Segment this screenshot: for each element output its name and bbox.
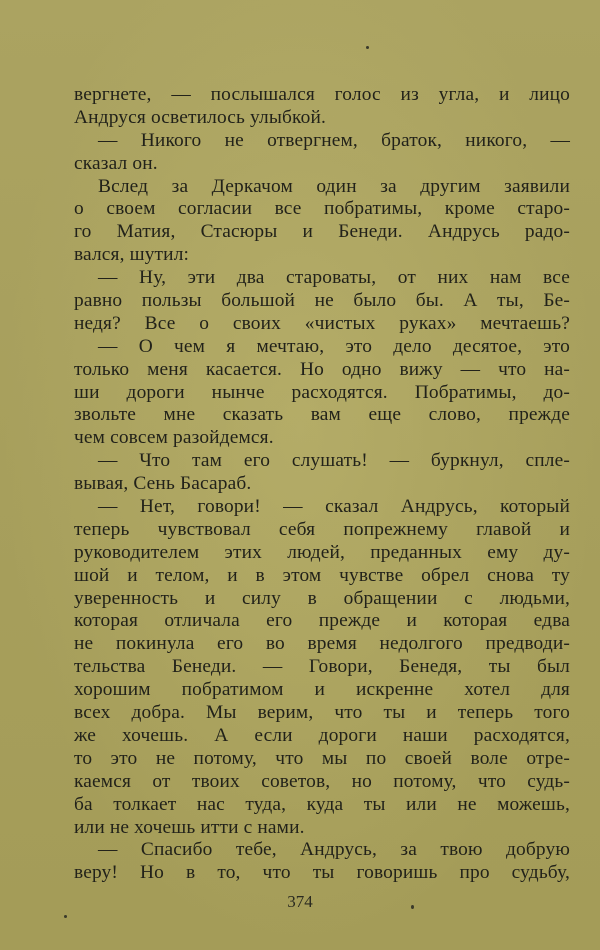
page-number: 374: [287, 892, 313, 911]
text-line: — О чем я мечтаю, это дело десятое, это: [98, 335, 570, 357]
text-line: шой и телом, и в этом чувстве обрел снова ту: [74, 564, 570, 586]
text-line: — Что там его слушать! — буркнул, спле-: [98, 450, 570, 472]
text-line: — Ну, эти два староваты, от них нам все: [98, 267, 570, 289]
text-line: недя? Все о своих «чистых руках» мечтаешь?: [74, 312, 570, 334]
text-line: чем совсем разойдемся.: [74, 427, 274, 449]
text-line: го Матия, Стасюры и Бенеди. Андрусь радо-: [74, 221, 570, 243]
text-line: вывая, Сень Басараб.: [74, 473, 252, 495]
text-line: тельства Бенеди. — Говори, Бенедя, ты был: [74, 656, 570, 678]
paper-speck: [366, 46, 369, 49]
text-line: же хочешь. А если дороги наши расходятся,: [74, 724, 570, 746]
text-line: Андруся осветилось улыбкой.: [74, 106, 327, 128]
text-line: ши дороги нынче расходятся. Побратимы, до-: [74, 381, 570, 403]
text-line: сказал он.: [74, 152, 158, 174]
page-text: [74, 84, 570, 885]
text-line: — Спасибо тебе, Андрусь, за твою добрую: [98, 839, 570, 861]
text-line: о своем согласии все побратимы, кроме старо-: [74, 198, 570, 220]
paper-speck: [64, 915, 67, 918]
text-line: веру! Но в то, что ты говоришь про судьбу,: [74, 862, 570, 884]
text-line: Вслед за Деркачом один за другим заявили: [98, 175, 570, 197]
text-line: хорошим побратимом и искренне хотел для: [74, 679, 570, 701]
text-line: всех добра. Мы верим, что ты и теперь того: [74, 702, 570, 724]
text-line: теперь чувствовал себя попрежнему главой и: [74, 518, 570, 540]
text-line: вался, шутил:: [74, 244, 190, 266]
text-line: — Никого не отвергнем, браток, никого, —: [98, 129, 570, 151]
text-line: руководителем этих людей, преданных ему ду-: [74, 541, 570, 563]
text-line: — Нет, говори! — сказал Андрусь, который: [98, 496, 570, 518]
text-line: не покинула его во время недолгого предводи-: [74, 633, 570, 655]
text-line: ба толкает нас туда, куда ты или не можешь,: [74, 793, 570, 815]
text-line: то это не потому, что мы по своей воле отре-: [74, 747, 570, 769]
text-line: уверенность и силу в обращении с людьми,: [74, 587, 570, 609]
text-line: вергнете, — послышался голос из угла, и лицо: [74, 84, 570, 105]
text-line: каемся от твоих советов, но потому, что судь-: [74, 770, 570, 792]
text-line: звольте мне сказать вам еще слово, прежде: [74, 404, 570, 426]
text-line: только меня касается. Но одно вижу — что на-: [74, 358, 570, 380]
text-line: или не хочешь итти с нами.: [74, 816, 305, 838]
text-line: равно пользы большой не было бы. А ты, Бе-: [74, 290, 570, 312]
text-line: которая отличала его прежде и которая едва: [74, 610, 570, 632]
